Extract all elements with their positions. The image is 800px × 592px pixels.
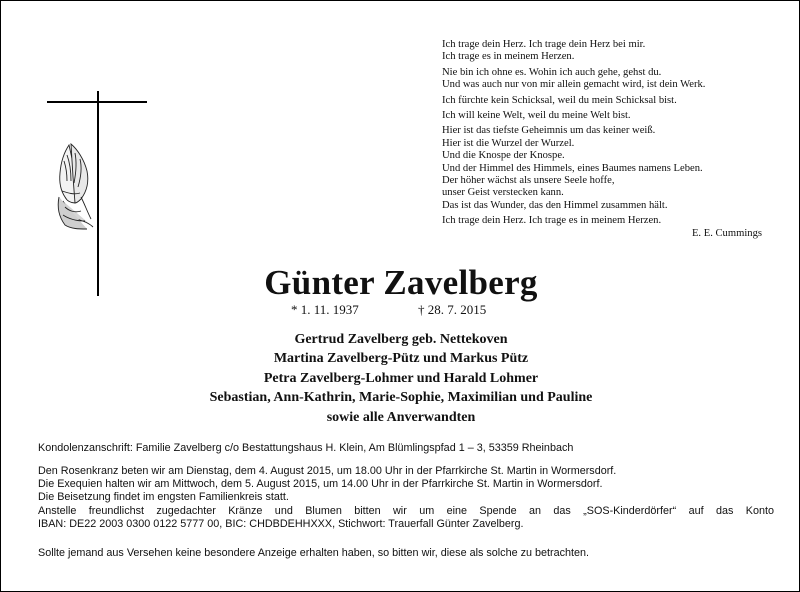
poem-stanza: [442, 95, 762, 107]
poem-line: Ich trage es in meinem Herzen.: [442, 51, 575, 63]
poem-line: Ich will keine Welt, weil du meine Welt bist.: [442, 110, 631, 122]
poem-line: Und der Himmel des Himmels, eines Baumes namens Leben.: [442, 162, 703, 174]
closing-note: Sollte jemand aus Versehen keine besondere Anzeige erhalten haben, so bitten wir, diese als solche zu betrachten.: [38, 547, 590, 559]
mourner-line: sowie alle Anverwandten: [326, 409, 476, 425]
poem: [442, 39, 762, 240]
poem-line: Hier ist die Wurzel der Wurzel.: [442, 137, 575, 149]
mourner-line: Sebastian, Ann-Kathrin, Marie-Sophie, Maximilian und Pauline: [209, 390, 593, 406]
mourner-line: Martina Zavelberg-Pütz und Markus Pütz: [273, 351, 529, 367]
mourner-line: Petra Zavelberg-Lohmer und Harald Lohmer: [263, 370, 539, 386]
service-details: [38, 465, 774, 531]
poem-line: Ich trage dein Herz. Ich trage es in meinem Herzen.: [442, 215, 662, 227]
poem-stanza: [442, 67, 762, 92]
poem-stanza: [442, 110, 762, 122]
death-date: † 28. 7. 2015: [418, 302, 487, 317]
poem-line: Und die Knospe der Knospe.: [442, 150, 565, 162]
condolence-address: Kondolenzanschrift: Familie Zavelberg c/o Bestattungshaus H. Klein, Am Blümlingspfad 1 – 3, 53359 Rheinbach: [38, 442, 574, 454]
mourner-line: Gertrud Zavelberg geb. Nettekoven: [294, 332, 508, 347]
burial-info: Die Beisetzung findet im engsten Familienkreis statt.: [38, 491, 289, 504]
poem-stanza: [442, 215, 762, 227]
poem-line: Der höher wächst als unsere Seele hoffe,: [442, 175, 615, 187]
donation-request: Anstelle freundlichst zugedachter Kränze und Blumen bitten wir um eine Spende an das „SOS-Kinderdörfer“ auf das Konto: [38, 504, 774, 517]
poem-stanza: [442, 125, 762, 212]
cross-horizontal-bar: [47, 101, 147, 103]
poem-line: Ich fürchte kein Schicksal, weil du mein Schicksal bist.: [442, 94, 677, 106]
deceased-name: Günter Zavelberg: [264, 263, 538, 302]
praying-hands-icon: [51, 141, 99, 231]
donation-account: IBAN: DE22 2003 0300 0122 5777 00, BIC: CHDBDEHHXXX, Stichwort: Trauerfall Günter Zavelberg.: [38, 517, 524, 530]
mourners-list: [1, 330, 800, 427]
poem-author: E. E. Cummings: [691, 227, 762, 239]
exequies-info: Die Exequien halten wir am Mittwoch, dem 5. August 2015, um 14.00 Uhr in der Pfarrkirche St. Martin in Wormersdorf.: [38, 478, 603, 491]
poem-line: unser Geist verstecken kann.: [442, 187, 564, 199]
poem-line: Hier ist das tiefste Geheimnis um das keiner weiß.: [442, 125, 656, 137]
poem-line: Ich trage dein Herz. Ich trage dein Herz bei mir.: [442, 39, 646, 50]
poem-line: Und was auch nur von mir allein gemacht wird, ist dein Werk.: [442, 79, 706, 91]
poem-stanza: [442, 39, 762, 64]
rosary-info: Den Rosenkranz beten wir am Dienstag, dem 4. August 2015, um 18.00 Uhr in der Pfarrkirche St. Martin in Wormersdorf.: [38, 465, 617, 477]
poem-line: Nie bin ich ohne es. Wohin ich auch gehe, gehst du.: [442, 66, 662, 78]
birth-date: * 1. 11. 1937: [291, 302, 359, 317]
poem-line: Das ist das Wunder, das den Himmel zusammen hält.: [442, 199, 668, 211]
